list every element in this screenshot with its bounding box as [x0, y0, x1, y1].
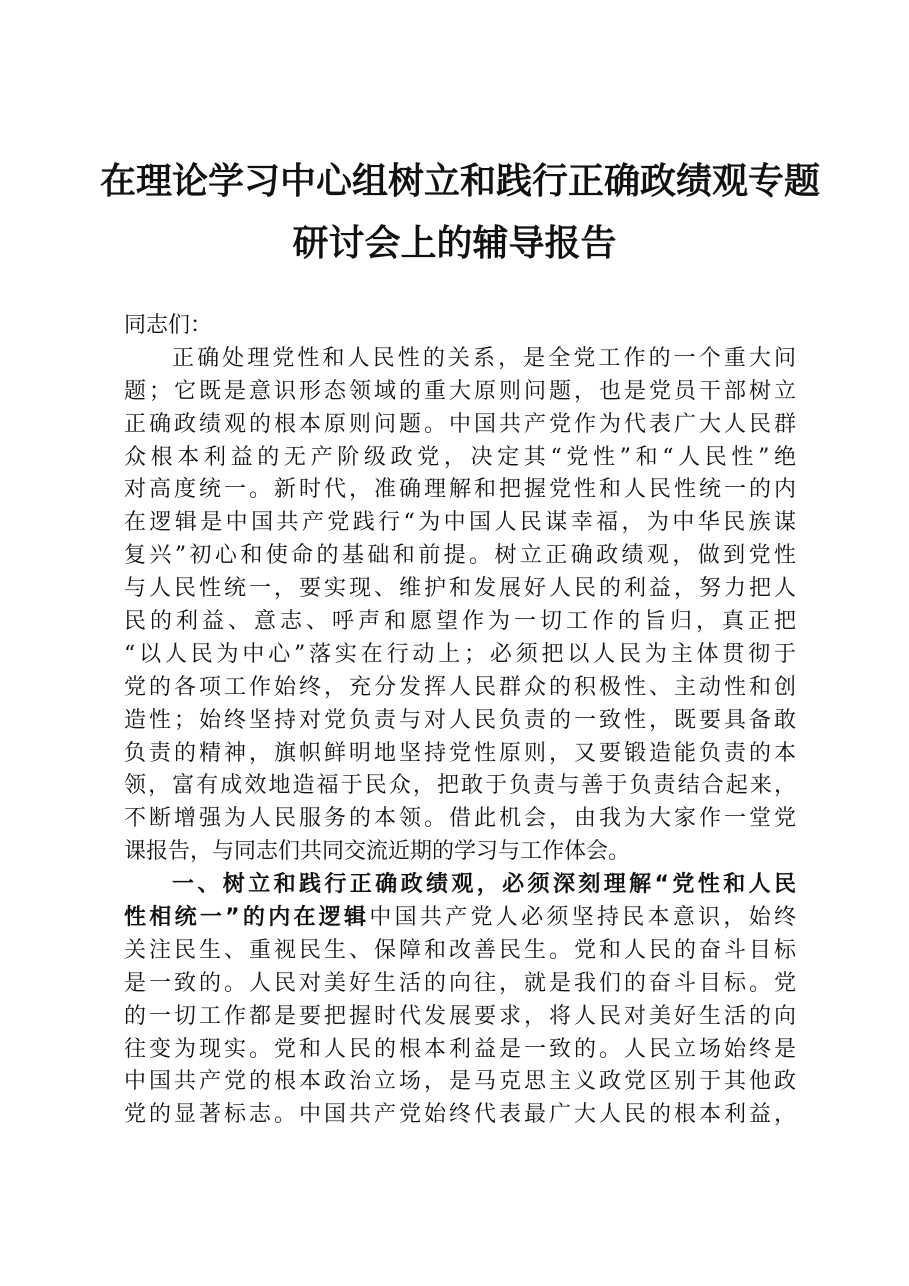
paragraph-1-line: 众根本利益的无产阶级政党，决定其“党性”和“人民性”绝 — [124, 444, 796, 470]
paragraph-1-line: 在逻辑是中国共产党践行“为中国人民谋幸福，为中华民族谋 — [124, 510, 796, 536]
paragraph-1-line: 造性；始终坚持对党负责与对人民负责的一致性，既要具备敢 — [124, 707, 796, 733]
document-title — [100, 150, 821, 274]
section-1-heading-bold: 性相统一”的内在逻辑 — [124, 905, 370, 931]
paragraph-1-line: 课报告，与同志们共同交流近期的学习与工作体会。 — [124, 839, 631, 865]
paragraph-1-line: 题；它既是意识形态领域的重大原则问题，也是党员干部树立 — [124, 378, 796, 404]
section-1-line: 党的显著标志。中国共产党始终代表最广大人民的根本利益， — [124, 1102, 796, 1128]
paragraph-1-line: 对高度统一。新时代，准确理解和把握党性和人民性统一的内 — [124, 477, 796, 503]
paragraph-1-line: 领，富有成效地造福于民众，把敢于负责与善于负责结合起来， — [124, 773, 796, 799]
section-1-line: 是一致的。人民对美好生活的向往，就是我们的奋斗目标。党 — [124, 970, 796, 996]
paragraph-1-line: 正确处理党性和人民性的关系，是全党工作的一个重大问 — [172, 345, 796, 371]
section-1-line: 中国共产党的根本政治立场，是马克思主义政党区别于其他政 — [124, 1069, 796, 1095]
paragraph-1-line: 民的利益、意志、呼声和愿望作为一切工作的旨归，真正把 — [124, 609, 796, 635]
section-1 — [124, 869, 796, 1132]
section-1-heading-line-2 — [124, 902, 796, 935]
section-1-body-start: 中国共产党人必须坚持民本意识，始终 — [369, 905, 796, 931]
paragraph-1-line: 党的各项工作始终，充分发挥人民群众的积极性、主动性和创 — [124, 674, 796, 700]
section-1-heading-line-1: 一、树立和践行正确政绩观，必须深刻理解“党性和人民 — [172, 872, 796, 898]
title-line-2: 研讨会上的辅导报告 — [292, 222, 617, 264]
paragraph-1-line: 复兴”初心和使命的基础和前提。树立正确政绩观，做到党性 — [124, 543, 796, 569]
paragraph-1-line: 与人民性统一，要实现、维护和发展好人民的利益，努力把人 — [124, 576, 796, 602]
document-body — [124, 310, 796, 1132]
section-1-line: 的一切工作都是要把握时代发展要求，将人民对美好生活的向 — [124, 1003, 796, 1029]
section-1-line: 往变为现实。党和人民的根本利益是一致的。人民立场始终是 — [124, 1036, 796, 1062]
greeting: 同志们： — [124, 313, 213, 338]
paragraph-1-line: 正确政绩观的根本原则问题。中国共产党作为代表广大人民群 — [124, 411, 796, 437]
paragraph-1-line: “以人民为中心”落实在行动上；必须把以人民为主体贯彻于 — [124, 641, 796, 667]
title-line-1: 在理论学习中心组树立和践行正确政绩观专题 — [100, 160, 821, 202]
paragraph-1-line: 负责的精神，旗帜鲜明地坚持党性原则，又要锻造能负责的本 — [124, 740, 796, 766]
section-1-line: 关注民生、重视民生、保障和改善民生。党和人民的奋斗目标 — [124, 937, 796, 963]
paragraph-1 — [124, 343, 796, 869]
paragraph-1-line: 不断增强为人民服务的本领。借此机会，由我为大家作一堂党 — [124, 806, 796, 832]
